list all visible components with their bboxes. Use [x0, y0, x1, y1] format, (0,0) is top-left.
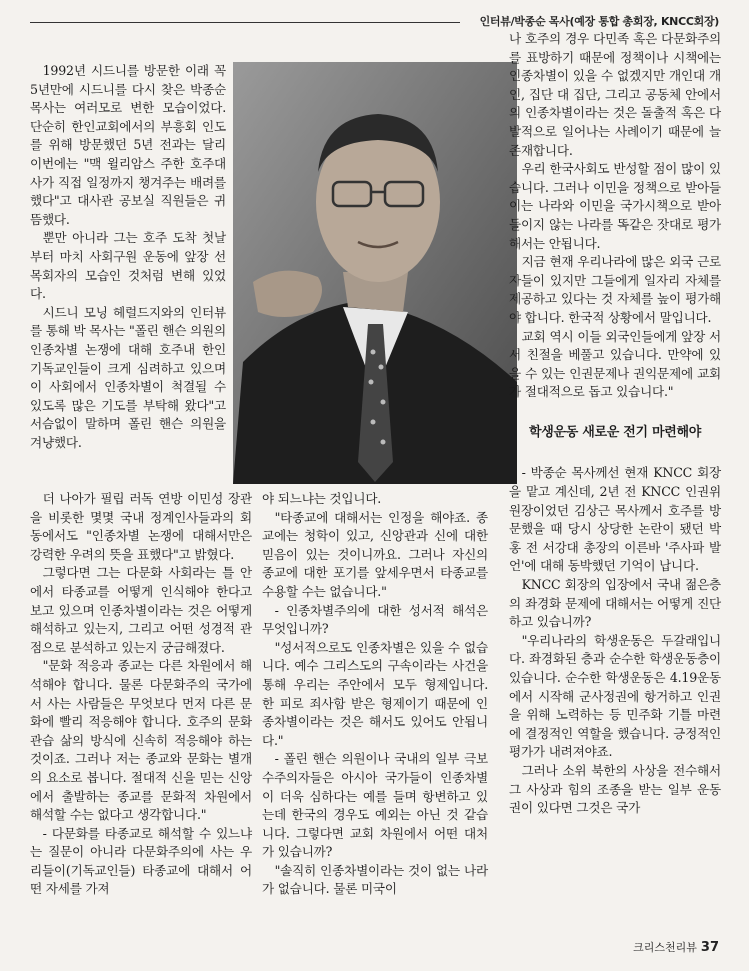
paragraph: "솔직히 인종차별이라는 것이 없는 나라가 없습니다. 물론 미국이	[262, 862, 488, 897]
paragraph: "성서적으로도 인종차별은 있을 수 없습니다. 예수 그리스도의 구속이라는 사건을 통해 우리는 주안에서 모두 형제입니다. 한 피로 죄사함 받은 형제이기 때문에 인종차별이라는 것은 해서도 있어도 안됩니다."	[262, 639, 488, 748]
paragraph: - 다문화를 타종교로 해석할 수 있느냐는 질문이 아니라 다문화주의에 사는 우리들이(기독교인들) 타종교에 대해서 어떤 자세를 가져	[30, 825, 252, 897]
column-1-top	[30, 62, 226, 452]
section-subheading: 학생운동 새로운 전기 마련해야	[528, 424, 702, 440]
interviewee-photo	[233, 62, 517, 484]
page-footer	[633, 939, 719, 955]
paragraph: 그렇다면 그는 다문화 사회라는 틀 안에서 타종교를 어떻게 인식해야 한다고 보고 있으며 인종차별이라는 것은 어떻게 해석하고 있는지, 그리고 어떤 성경적 관점으로 분석하고 있는지 궁금해졌다.	[30, 565, 252, 655]
paragraph: "우리나라의 학생운동은 두갈래입니다. 좌경화된 층과 순수한 학생운동층이 있습니다. 순수한 학생운동은 4.19운동에서 시작해 군사정권에 항거하고 인권을 위해 노력하는 등 민주화 기틀 마련에 결정적인 역할을 했습니다. 긍정적인 평가가 내려져야죠.	[509, 632, 721, 760]
paragraph: - 폴린 핸슨 의원이나 국내의 일부 극보수주의자들은 아시아 국가들이 인종차별이 더욱 심하다는 예를 들며 항변하고 있는데 한국의 경우도 예외는 아닌 것 같습니다. 그렇다면 교회 차원에서 어떤 대처가 있습니까?	[262, 751, 488, 860]
paragraph: 야 되느냐는 것입니다.	[262, 491, 382, 506]
page-number: 37	[700, 940, 719, 955]
paragraph: 뿐만 아니라 그는 호주 도착 첫날부터 마치 사회구원 운동에 앞장 선 목회자의 모습인 것처럼 변해 있었다.	[30, 230, 226, 302]
paragraph: 나 호주의 경우 다민족 혹은 다문화주의를 표방하기 때문에 정책이나 시책에는 인종차별이 있을 수 없겠지만 개인대 개인, 집단 대 집단, 그리고 공동체 안에서의 인종차별이라는 것은 돌출적 혹은 다발적으로 일어나는 사례이기 때문에 늘 존재합니다.	[509, 31, 721, 158]
paragraph: 더 나아가 필립 러독 연방 이민성 장관을 비롯한 몇몇 국내 정계인사들과의 회동에서도 "인종차별 논쟁에 대해서만은 강력한 우려의 뜻을 표했다"고 밝혔다.	[30, 491, 252, 562]
column-2	[262, 490, 488, 899]
column-1-bottom	[30, 490, 252, 899]
paragraph: 그러나 소위 북한의 사상을 전수해서 그 사상과 힘의 조종을 받는 일부 운동권이 있다면 그것은 국가	[509, 762, 721, 816]
header-rule	[30, 22, 460, 23]
portrait-image	[233, 62, 517, 484]
paragraph: - 인종차별주의에 대한 성서적 해석은 무엇입니까?	[262, 602, 488, 637]
magazine-name: 크리스천리뷰	[633, 941, 697, 954]
paragraph: - 박종순 목사께선 현재 KNCC 회장을 맡고 계신데, 2년 전 KNCC 인권위원장이었던 김상근 목사께서 호주를 방문했을 때 당시 상당한 논란이 됐던 박홍 전 서강대 총장의 이른바 '주사파 발언'에 대해 동박했던 기억이 납니다.	[509, 465, 721, 574]
paragraph: 시드니 모닝 헤럴드지와의 인터뷰를 통해 박 목사는 "폴린 핸슨 의원의 인종차별 논쟁에 대해 호주내 한인 기독교인들이 크게 심려하고 있으며 이 사회에서 인종차별이 척결될 수 있도록 많은 기도를 부탁해 왔다"고 서슴없이 말하며 폴린 핸슨 의원을 겨냥했다.	[30, 304, 226, 450]
paragraph: 교회 역시 이들 외국인들에게 앞장 서서 친절을 베풀고 있습니다. 만약에 있을 수 있는 인권문제나 권익문제에 교회가 절대적으로 돕고 있습니다."	[509, 328, 721, 400]
header-title: 인터뷰/박종순 목사(예장 통합 총회장, KNCC회장)	[479, 15, 719, 28]
paragraph: KNCC 회장의 입장에서 국내 젊은층의 좌경화 문제에 대해서는 어떻게 진단하고 있습니까?	[509, 577, 721, 630]
column-3	[509, 30, 721, 818]
paragraph: 1992년 시드니를 방문한 이래 꼭 5년만에 시드니를 다시 찾은 박종순 목사는 여러모로 변한 모습이었다. 단순히 한인교회에서의 부흥회 인도를 위해 방문했던 5년 전과는 달리 이번에는 "맥 윌리암스 주한 호주대사가 직접 일정까지 챙겨주는 배려를 했다"고 대사관 공보실 직원들은 귀뜸했다.	[30, 63, 226, 227]
paragraph: 우리 한국사회도 반성할 점이 많이 있습니다. 그러나 이민을 정책으로 받아들이는 나라와 이민을 국가시책으로 받아들이지 않는 나라를 똑같은 잣대로 평가해서는 안됩니다.	[509, 161, 721, 251]
paragraph: 지금 현재 우리나라에 많은 외국 근로자들이 있지만 그들에게 일자리 자체를 제공하고 있다는 것 자체를 높이 평가해야 합니다. 한국적 상황에서 말입니다.	[509, 254, 721, 325]
paragraph: "문화 적응과 종교는 다른 차원에서 해석해야 합니다. 물론 다문화주의 국가에서 사는 사람들은 무엇보다 먼저 다른 문화에 빨리 적응해야 합니다. 호주의 문화 관습 삶의 방식에 신속히 적응해야 하는 것이죠. 그러나 저는 종교와 문화는 별개의 요소로 봅니다. 절대적 신을 믿는 신앙에서 출발하는 종교를 문화적 차원에서 해석할 수는 없다고 생각합니다."	[30, 658, 252, 823]
paragraph: "타종교에 대해서는 인정을 해야죠. 종교에는 청학이 있고, 신앙관과 신에 대한 믿음이 있는 것이니까요. 그러나 자신의 종교에 대한 포기를 앞세우면서 타종교를 수용할 수는 없습니다."	[262, 509, 488, 599]
